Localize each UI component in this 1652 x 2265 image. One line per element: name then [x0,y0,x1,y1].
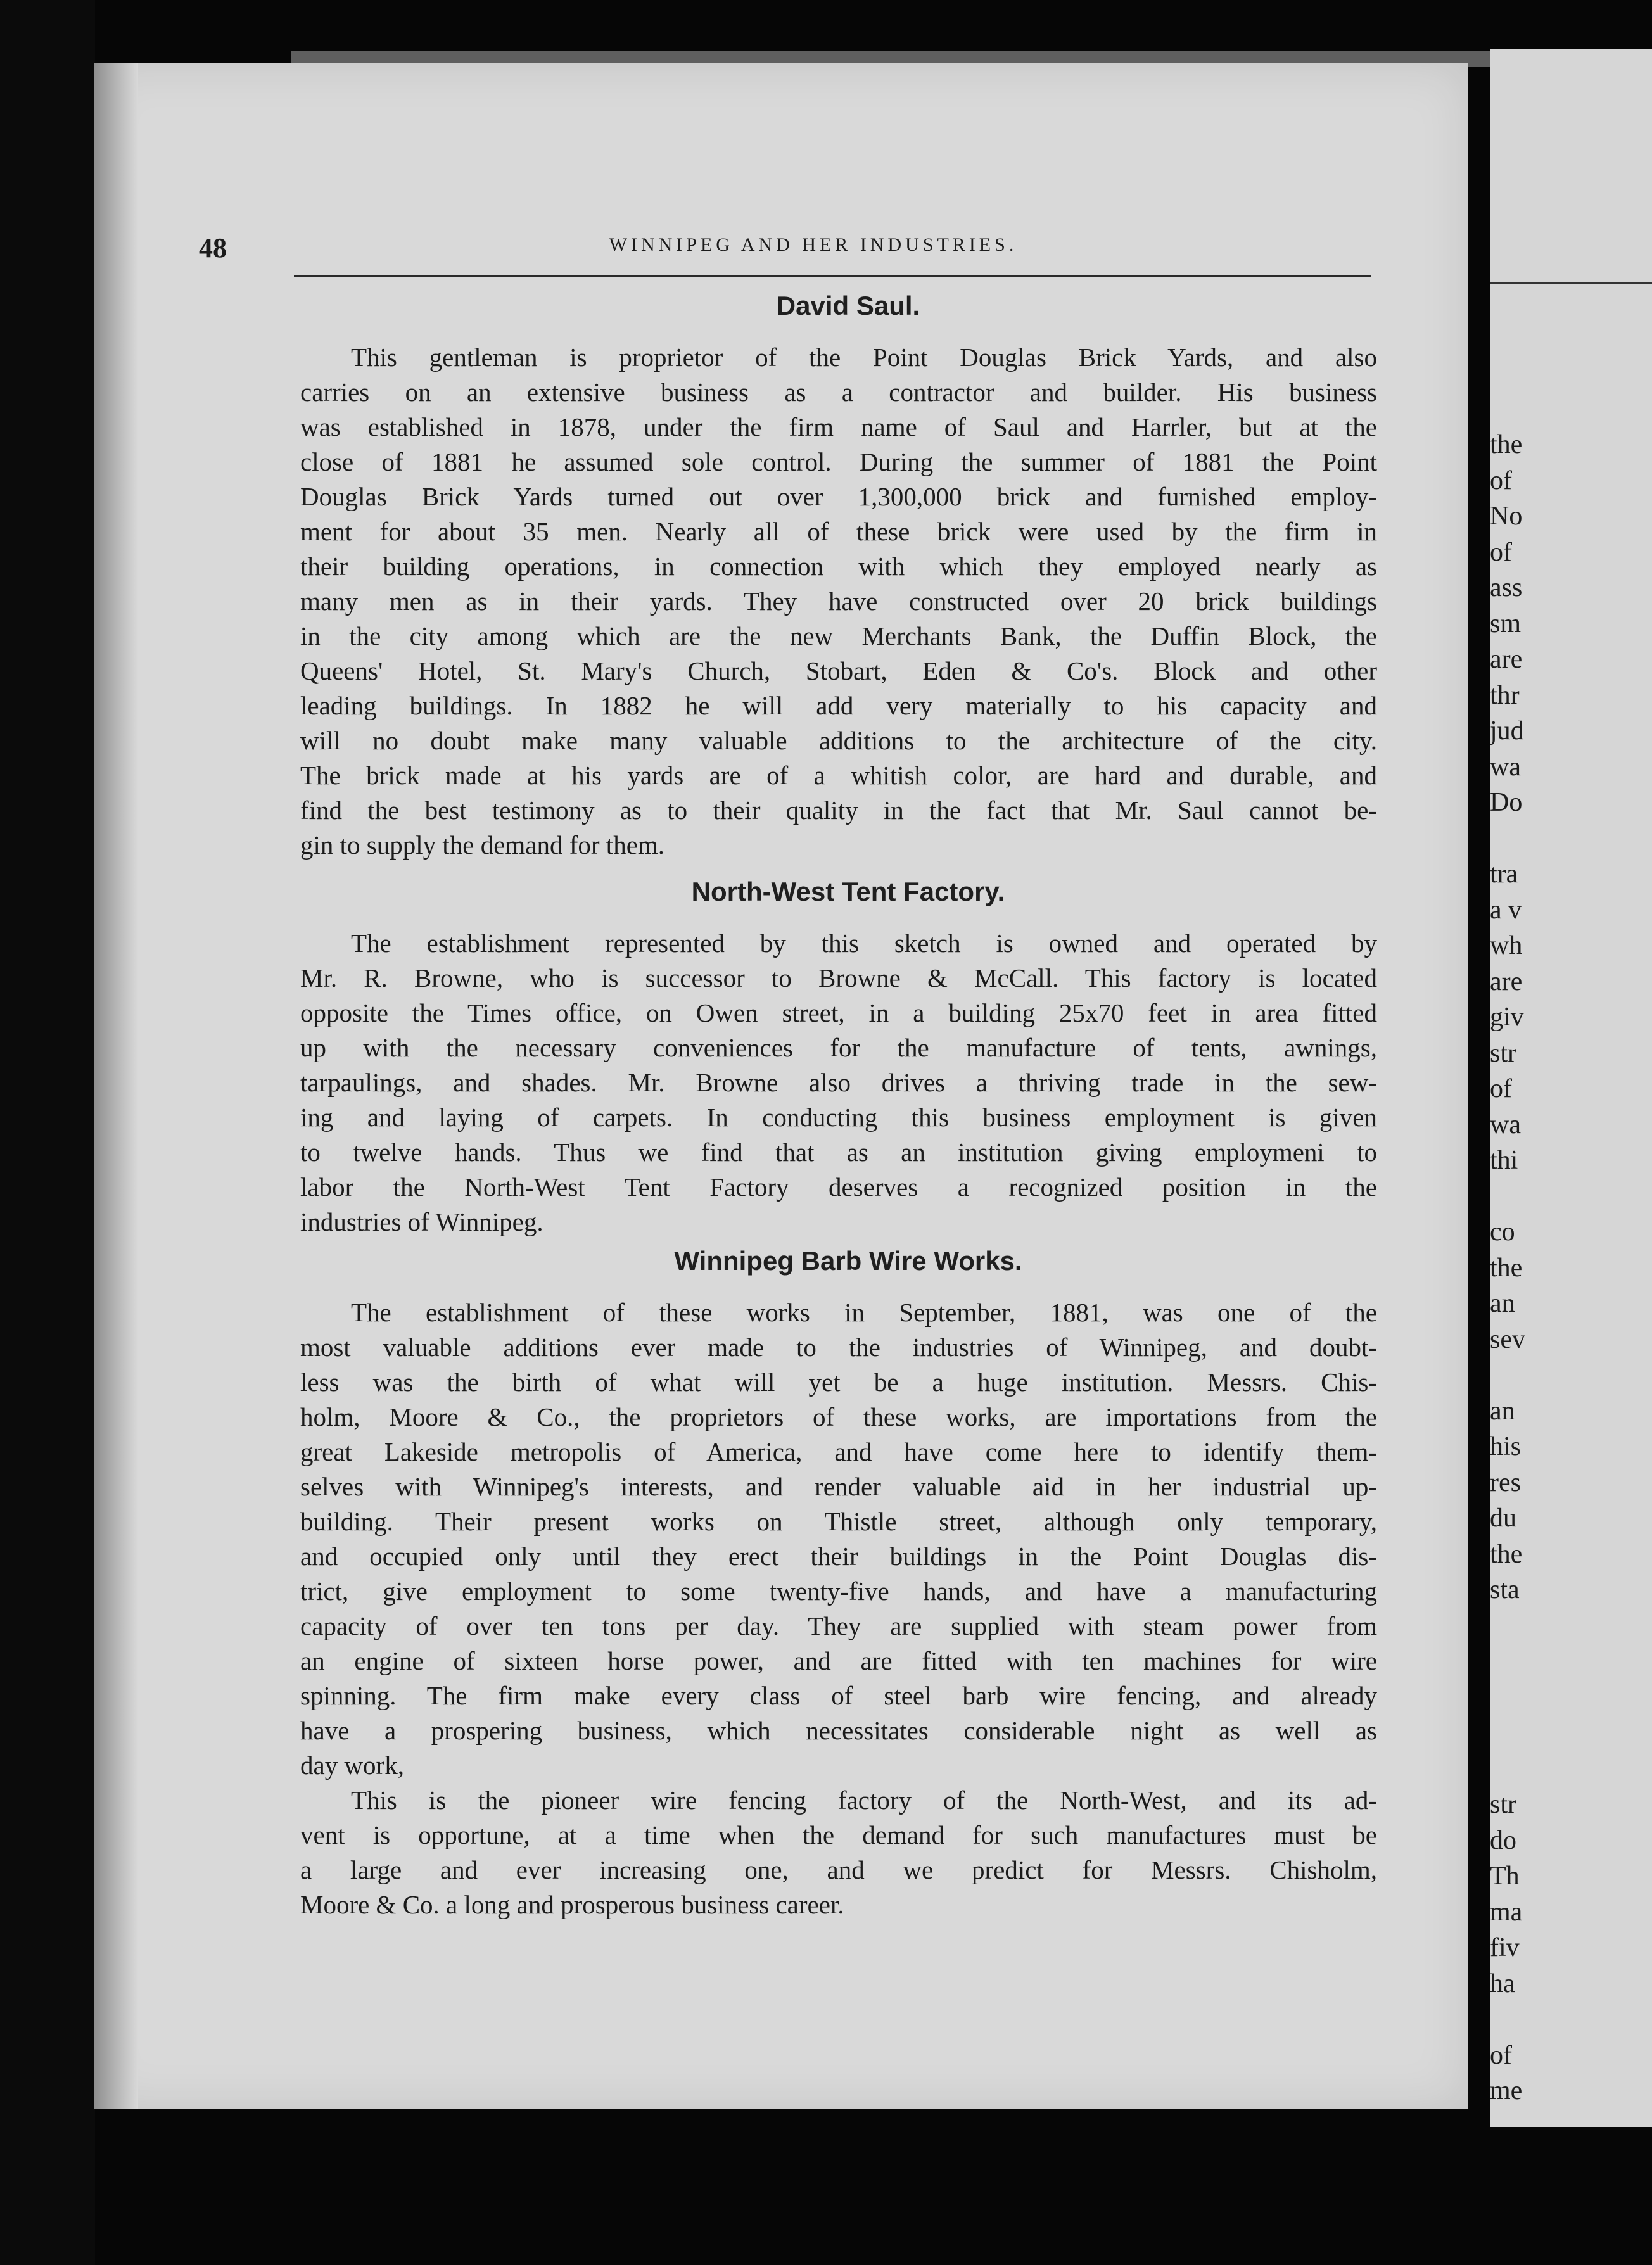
adjacent-line-fragment: the [1490,1539,1523,1569]
adjacent-line-fragment: No [1490,502,1523,531]
text-line: opposite the Times office, on Owen street, in a building 25x70 feet in area fitted [300,998,1377,1027]
adjacent-line-fragment [1490,1644,1652,1680]
text-line: up with the necessary conveniences for the manufacture of tents, awnings, [300,1033,1377,1062]
adjacent-line-fragment: wa [1490,752,1521,782]
adjacent-line-fragment: ma [1490,1897,1523,1927]
adjacent-line-fragment [1490,1608,1652,1644]
adjacent-line-fragment: str [1490,1038,1516,1068]
text-line: and occupied only until they erect their buildings in the Point Douglas dis- [300,1542,1377,1571]
text-line: vent is opportune, at a time when the demand for such manufactures must be [300,1820,1377,1849]
adjacent-line-fragment: an [1490,1396,1515,1426]
text-line: an engine of sixteen horse power, and are fitted with ten machines for wire [300,1646,1377,1675]
adjacent-line-fragment [1490,1715,1652,1751]
adjacent-line-fragment: of [1490,537,1512,567]
text-line: leading buildings. In 1882 he will add very materially to his capacity and [300,691,1377,720]
text-line: Moore & Co. a long and prosperous business career. [300,1890,844,1919]
text-line: holm, Moore & Co., the proprietors of these works, are importations from the [300,1402,1377,1431]
adjacent-line-fragment: are [1490,645,1523,674]
text-line: labor the North-West Tent Factory deserves a recognized position in the [300,1172,1377,1202]
adjacent-line-fragment: sev [1490,1324,1525,1354]
article-sections [199,291,1383,1922]
adjacent-line-fragment: Do [1490,788,1523,817]
text-line: close of 1881 he assumed sole control. During the summer of 1881 the Point [300,447,1377,476]
section-heading: Winnipeg Barb Wire Works. [674,1246,1022,1276]
text-line: building. Their present works on Thistle street, although only temporary, [300,1507,1377,1536]
adjacent-line-fragment: me [1490,2076,1523,2105]
adjacent-line-fragment: sm [1490,609,1522,638]
text-line: a large and ever increasing one, and we predict for Messrs. Chisholm, [300,1855,1377,1884]
page-gutter-shadow [94,63,138,2109]
adjacent-line-fragment: co [1490,1217,1515,1247]
text-line: have a prospering business, which necessitates considerable night as well as [300,1716,1377,1745]
adjacent-line-fragment: thr [1490,680,1520,710]
adjacent-line-fragment: giv [1490,1003,1524,1032]
text-line: This is the pioneer wire fencing factory of the North-West, and its ad- [351,1786,1377,1815]
text-line: trict, give employment to some twenty-five hands, and have a manufacturing [300,1577,1377,1606]
text-line: to twelve hands. Thus we find that as an institution giving employmeni to [300,1138,1377,1167]
text-line: was established in 1878, under the firm name of Saul and Harrler, but at the [300,412,1377,441]
adjacent-line-fragment: the [1490,430,1523,459]
text-line: great Lakeside metropolis of America, and have come here to identify them- [300,1437,1377,1466]
section-heading: North-West Tent Factory. [691,877,1005,906]
adjacent-line-fragment: fiv [1490,1933,1520,1962]
paragraph [300,1295,1377,1783]
text-line: The brick made at his yards are of a whitish color, are hard and durable, and [300,761,1377,790]
adjacent-line-fragment [1490,2002,1652,2038]
text-line: The establishment of these works in September, 1881, was one of the [351,1298,1377,1327]
adjacent-line-fragment [1490,1680,1652,1716]
adjacent-line-fragment: jud [1490,716,1524,745]
text-line: ment for about 35 men. Nearly all of these brick were used by the firm in [300,517,1377,546]
adjacent-line-fragment: do [1490,1825,1516,1855]
text-line: tarpaulings, and shades. Mr. Browne also drives a thriving trade in the sew- [300,1068,1377,1097]
adjacent-line-fragment: ass [1490,573,1523,602]
adjacent-line-fragment: of [1490,2040,1512,2070]
text-line: industries of Winnipeg. [300,1207,543,1236]
adjacent-line-fragment [1490,1751,1652,1787]
text-line: selves with Winnipeg's interests, and render valuable aid in her industrial up- [300,1472,1377,1501]
text-line: find the best testimony as to their quality in the fact that Mr. Saul cannot be- [300,796,1377,825]
text-line: in the city among which are the new Merchants Bank, the Duffin Block, the [300,621,1377,650]
text-line: will no doubt make many valuable additions to the architecture of the city. [300,726,1377,755]
adjacent-line-fragment: an [1490,1289,1515,1318]
text-line: This gentleman is proprietor of the Point Douglas Brick Yards, and also [351,343,1377,372]
running-title: WINNIPEG AND HER INDUSTRIES. [609,234,1018,255]
adjacent-page-rule [1490,282,1652,284]
adjacent-line-fragment: are [1490,967,1523,996]
text-line: less was the birth of what will yet be a huge institution. Messrs. Chis- [300,1367,1377,1397]
paragraph [300,340,1377,863]
adjacent-line-fragment: wa [1490,1110,1521,1139]
text-line: many men as in their yards. They have constructed over 20 brick buildings [300,587,1377,616]
adjacent-line-fragment: ha [1490,1969,1515,1998]
adjacent-line-fragment: wh [1490,931,1523,960]
paragraph [300,926,1377,1240]
adjacent-line-fragment: str [1490,1790,1516,1819]
adjacent-line-fragment: tra [1490,860,1518,889]
text-line: Mr. R. Browne, who is successor to Browne & McCall. This factory is located [300,963,1377,993]
page-number: 48 [199,232,227,263]
adjacent-line-fragment [1490,1357,1652,1393]
page-content [199,215,1383,1922]
text-line: The establishment represented by this sketch is owned and operated by [351,929,1377,958]
adjacent-line-fragment [1490,1179,1652,1215]
text-line: capacity of over ten tons per day. They are supplied with steam power from [300,1611,1377,1640]
text-line: gin to supply the demand for them. [300,830,665,860]
adjacent-line-fragment: du [1490,1504,1516,1533]
adjacent-line-fragment: of [1490,466,1512,495]
scan-border-left [0,0,95,2265]
text-line: ing and laying of carpets. In conducting this business employment is given [300,1103,1377,1132]
text-line: carries on an extensive business as a contractor and builder. His business [300,378,1377,407]
adjacent-line-fragment: res [1490,1468,1521,1497]
text-line: Queens' Hotel, St. Mary's Church, Stobart, Eden & Co's. Block and other [300,656,1377,685]
adjacent-line-fragment: a v [1490,895,1522,925]
text-line: day work, [300,1751,404,1780]
adjacent-line-fragment: the [1490,1253,1523,1283]
adjacent-line-fragment: his [1490,1432,1522,1461]
adjacent-page [1490,49,1652,2127]
header-rule [294,275,1371,277]
text-line: spinning. The firm make every class of steel barb wire fencing, and already [300,1681,1377,1710]
text-line: their building operations, in connection with which they employed nearly as [300,552,1377,581]
adjacent-line-fragment: thi [1490,1146,1518,1175]
adjacent-line-fragment: sta [1490,1575,1520,1604]
adjacent-line-fragment [1490,821,1652,857]
adjacent-line-fragment: Th [1490,1862,1520,1891]
adjacent-page-text [1490,427,1652,2109]
running-header [199,215,1383,263]
section-heading: David Saul. [776,291,920,320]
paragraph [300,1783,1377,1922]
text-line: Douglas Brick Yards turned out over 1,300,000 brick and furnished employ- [300,482,1377,511]
adjacent-line-fragment: of [1490,1074,1512,1103]
text-line: most valuable additions ever made to the industries of Winnipeg, and doubt- [300,1333,1377,1362]
